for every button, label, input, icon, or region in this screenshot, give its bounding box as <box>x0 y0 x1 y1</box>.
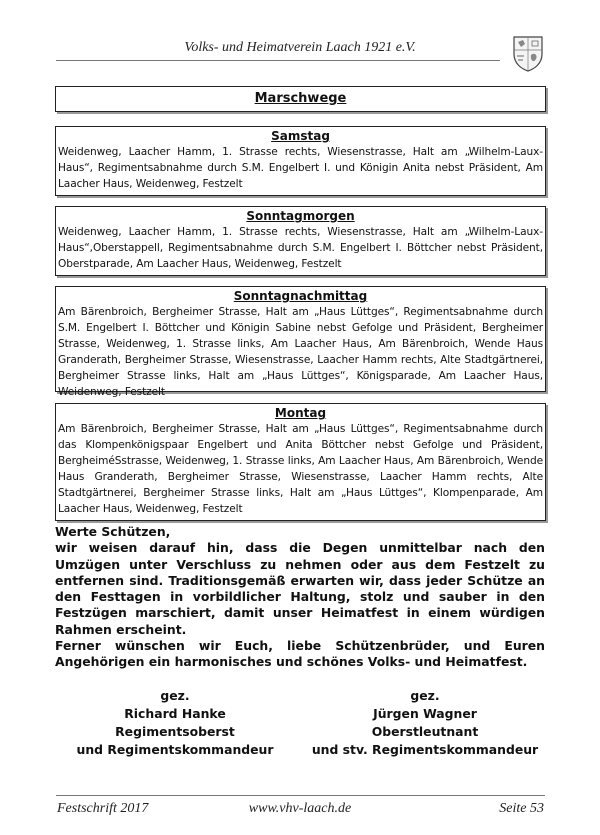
signature-left <box>55 687 295 759</box>
signature-right <box>305 687 545 759</box>
section-montag <box>55 403 546 521</box>
section-text: Am Bärenbroich, Bergheimer Strasse, Halt am „Haus Lüttges“, Regimentsabnahme durch das Klompenkönigspaar Engelbert und Anita Böttcher nebst Gefolge und Präsident, BergheiméSstrasse, Weidenweg, 1. Strasse links, Am Laacher Haus, Am Bärenbroich, Wende Haus Granderath, Bergheimer Strasse, Wiesenstrasse, Laacher Hamm rechts, Alte Stadtgärtnerei, Bergheimer Strasse links, Halt am „Haus Lüttges“, Klompenparade, Am Laacher Haus, Weidenweg, Festzelt <box>58 423 543 515</box>
section-text: Weidenweg, Laacher Hamm, 1. Strasse rechts, Wiesenstrasse, Halt am „Wilhelm-Laux-Haus“,Oberstappell, Regimentsabnahme durch S.M. Engelbert I. Böttcher nebst Präsident, Oberstparade, Am Laacher Haus, Weidenweg, Festzelt <box>58 226 543 270</box>
footer-page-number: Seite 53 <box>499 801 544 816</box>
header-title: Volks- und Heimatverein Laach 1921 e.V. <box>184 40 416 55</box>
header-divider <box>56 60 500 61</box>
signature-gez: gez. <box>160 688 190 703</box>
signature-block <box>55 687 545 759</box>
footer-website: www.vhv-laach.de <box>248 801 352 816</box>
section-title: Sonntagmorgen <box>246 209 355 223</box>
section-title: Samstag <box>271 129 330 143</box>
signature-name: Jürgen Wagner <box>373 706 477 721</box>
signature-role: und stv. Regimentskommandeur <box>311 742 539 757</box>
letter-paragraph: Ferner wünschen wir Euch, liebe Schützenbrüder, und Euren Angehörigen ein harmonisches und schönes Volks- und Heimatfest. <box>55 638 545 670</box>
section-text: Am Bärenbroich, Bergheimer Strasse, Halt am „Haus Lüttges“, Regimentsabnahme durch S.M. Engelbert I. Böttcher und Königin Sabine nebst Gefolge und Präsident, Bergheimer Strasse, Weidenweg, 1. Strasse links, Am Laacher Haus, Am Bärenbroich, Wende Haus Granderath, Bergheimer Strasse, Wiesenstrasse, Laacher Hamm rechts, Alte Stadtgärtnerei, Bergheimer Strasse links, Halt am „Haus Lüttges“, Königsparade, Am Laacher Haus, Weidenweg, Festzelt <box>58 306 543 398</box>
section-sonntagmorgen <box>55 206 546 276</box>
signature-role: Oberstleutnant <box>371 724 479 739</box>
marschwege-box <box>55 86 546 112</box>
signature-gez: gez. <box>410 688 440 703</box>
signature-role: Regimentsoberst <box>115 724 235 739</box>
marschwege-title: Marschwege <box>254 91 347 106</box>
section-samstag <box>55 126 546 196</box>
coat-of-arms-icon <box>512 34 544 72</box>
letter-greeting: Werte Schützen, <box>55 524 171 539</box>
section-title: Montag <box>274 406 327 420</box>
section-title: Sonntagnachmittag <box>233 289 368 303</box>
letter-body <box>55 524 545 671</box>
signature-role: und Regimentskommandeur <box>76 742 274 757</box>
footer-divider <box>56 795 545 796</box>
letter-paragraph: wir weisen darauf hin, dass die Degen unmittelbar nach den Umzügen unter Verschluss zu nehmen oder aus dem Festzelt zu entfernen sind. Traditionsgemäß erwarten wir, dass jeder Schütze an den Festtagen in vorbildlicher Haltung, stolz und sauber in den Festzügen marschiert, damit unser Heimatfest in einem würdigen Rahmen erscheint. <box>55 540 545 637</box>
footer-publication: Festschrift 2017 <box>57 801 149 816</box>
signature-name: Richard Hanke <box>124 706 226 721</box>
section-sonntagnachmittag <box>55 286 546 398</box>
section-text: Weidenweg, Laacher Hamm, 1. Strasse rechts, Wiesenstrasse, Halt am „Wilhelm-Laux-Haus“, Regimentsabnahme durch S.M. Engelbert I. und Königin Anita nebst Präsident, Am Laacher Haus, Weidenweg, Festzelt <box>58 146 543 190</box>
